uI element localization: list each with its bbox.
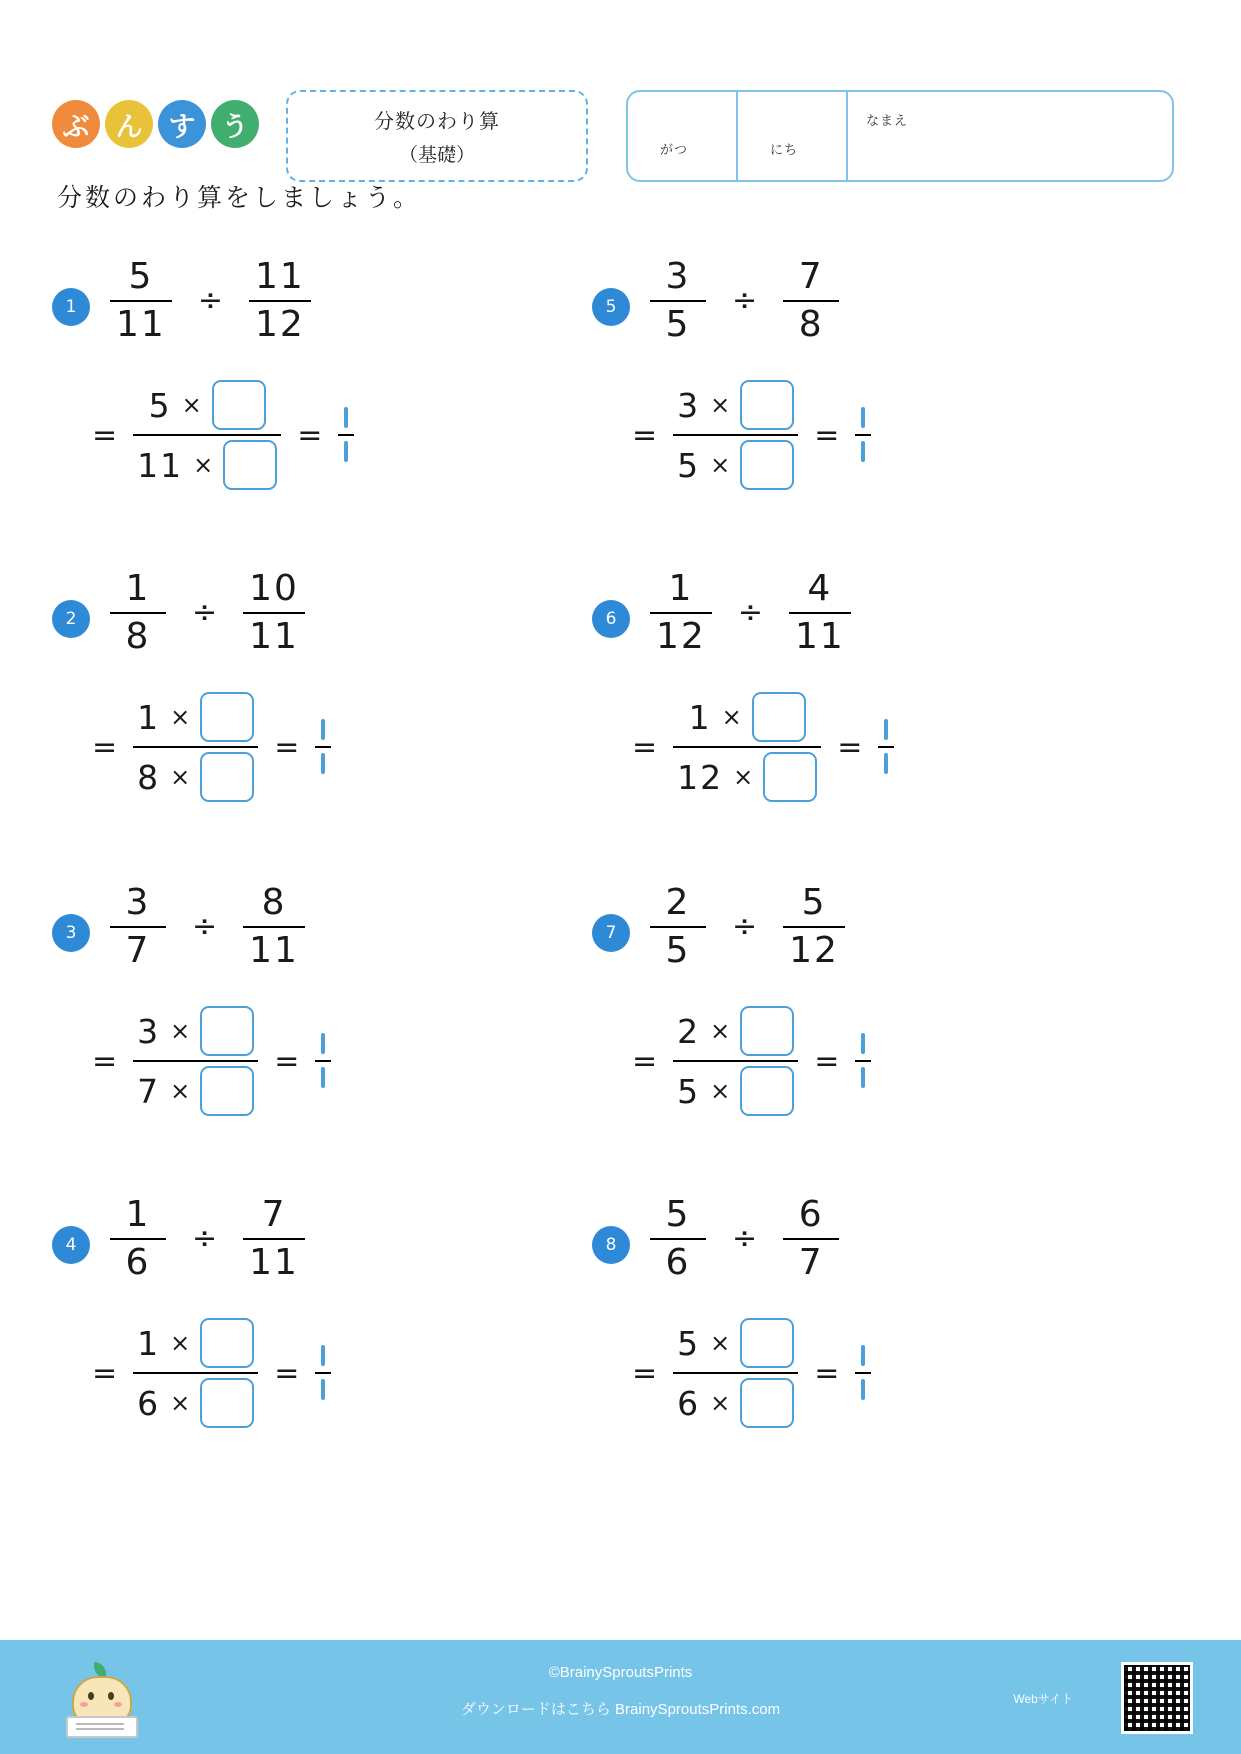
- fraction-bar: [783, 1238, 839, 1240]
- month-label: がつ: [660, 142, 689, 157]
- logo-char-0: ぶ: [52, 100, 100, 148]
- dividend-fraction: [650, 258, 706, 344]
- multiply-sign: ×: [710, 451, 731, 479]
- divisor-denominator: 7: [798, 1241, 824, 1283]
- work-fraction: [673, 1314, 798, 1432]
- result-denominator-slot: [855, 1378, 871, 1402]
- divisor-fraction: [249, 258, 311, 344]
- result-denominator-slot: [338, 440, 354, 464]
- division-operator: ÷: [192, 595, 218, 631]
- multiply-sign: ×: [170, 1389, 191, 1417]
- answer-box-denominator[interactable]: [740, 1066, 794, 1116]
- dividend-denominator: 8: [125, 615, 151, 657]
- answer-box-numerator[interactable]: [200, 1318, 254, 1368]
- equals-sign: =: [297, 417, 323, 453]
- answer-box-result-numerator[interactable]: [861, 1345, 865, 1366]
- fraction-bar: [650, 926, 706, 928]
- answer-box-result-denominator[interactable]: [861, 1067, 865, 1088]
- divisor-denominator: 12: [789, 929, 839, 971]
- worksheet-title: 分数のわり算: [374, 111, 500, 133]
- book-line-1: [76, 1723, 124, 1725]
- name-date-box: [626, 90, 1174, 182]
- fraction-bar: [315, 1372, 331, 1374]
- problem-answer-row: [92, 688, 331, 806]
- division-operator: ÷: [732, 909, 758, 945]
- answer-box-result-denominator[interactable]: [321, 1067, 325, 1088]
- problem-5: [592, 258, 1152, 548]
- result-numerator-slot: [855, 1032, 871, 1056]
- fraction-bar: [315, 746, 331, 748]
- dividend-denominator: 5: [665, 303, 691, 345]
- answer-box-denominator[interactable]: [200, 1378, 254, 1428]
- result-numerator-slot: [878, 718, 894, 742]
- month-field[interactable]: [628, 92, 738, 180]
- problem-expression: [110, 258, 311, 344]
- equals-sign: =: [814, 417, 840, 453]
- work-numerator-value: 3: [677, 385, 701, 425]
- answer-box-result-denominator[interactable]: [884, 753, 888, 774]
- work-denominator-value: 7: [137, 1071, 161, 1111]
- result-denominator-slot: [878, 752, 894, 776]
- answer-box-result-numerator[interactable]: [861, 1033, 865, 1054]
- answer-box-numerator[interactable]: [200, 1006, 254, 1056]
- answer-box-result-denominator[interactable]: [861, 441, 865, 462]
- answer-box-result-denominator[interactable]: [861, 1379, 865, 1400]
- problem-answer-row: [632, 688, 894, 806]
- dividend-fraction: [650, 884, 706, 970]
- equals-sign: =: [837, 729, 863, 765]
- work-numerator-value: 1: [688, 697, 712, 737]
- fraction-bar: [243, 926, 305, 928]
- equals-sign: =: [632, 729, 658, 765]
- fraction-bar: [315, 1060, 331, 1062]
- answer-box-result-numerator[interactable]: [321, 1345, 325, 1366]
- work-denominator-value: 5: [677, 445, 701, 485]
- dividend-denominator: 11: [116, 303, 166, 345]
- work-denominator-line: [133, 436, 281, 494]
- multiply-sign: ×: [733, 763, 754, 791]
- work-numerator-value: 5: [148, 385, 172, 425]
- work-denominator-line: [133, 1374, 258, 1432]
- dividend-denominator: 6: [125, 1241, 151, 1283]
- answer-box-numerator[interactable]: [752, 692, 806, 742]
- fraction-bar: [243, 1238, 305, 1240]
- multiply-sign: ×: [181, 391, 202, 419]
- work-denominator-value: 12: [677, 757, 724, 797]
- equals-sign: =: [92, 1355, 118, 1391]
- fraction-bar: [110, 1238, 166, 1240]
- divisor-fraction: [783, 1196, 839, 1282]
- problem-answer-row: [92, 376, 354, 494]
- work-denominator-value: 11: [137, 445, 184, 485]
- divisor-fraction: [243, 1196, 305, 1282]
- equals-sign: =: [814, 1355, 840, 1391]
- result-fraction: [338, 406, 354, 464]
- answer-box-result-numerator[interactable]: [321, 1033, 325, 1054]
- site-logo: [52, 100, 259, 148]
- problem-expression: [650, 258, 839, 344]
- work-denominator-value: 5: [677, 1071, 701, 1111]
- dividend-numerator: 1: [125, 1194, 151, 1235]
- fraction-bar: [783, 300, 839, 302]
- divisor-fraction: [789, 570, 851, 656]
- fraction-bar: [650, 612, 712, 614]
- work-numerator-line: [673, 688, 821, 746]
- result-fraction: [855, 1344, 871, 1402]
- dividend-numerator: 3: [125, 882, 151, 923]
- divisor-denominator: 11: [249, 1241, 299, 1283]
- result-numerator-slot: [855, 406, 871, 430]
- problem-number-badge: 6: [592, 600, 630, 638]
- multiply-sign: ×: [710, 1077, 731, 1105]
- result-numerator-slot: [315, 1032, 331, 1056]
- divisor-fraction: [783, 884, 845, 970]
- division-operator: ÷: [197, 283, 223, 319]
- day-label: にち: [770, 142, 799, 157]
- problem-answer-row: [92, 1002, 331, 1120]
- problem-expression: [650, 1196, 839, 1282]
- problem-7: [592, 884, 1152, 1174]
- dividend-fraction: [650, 1196, 706, 1282]
- fraction-bar: [249, 300, 311, 302]
- division-operator: ÷: [737, 595, 763, 631]
- multiply-sign: ×: [193, 451, 214, 479]
- answer-box-denominator[interactable]: [763, 752, 817, 802]
- multiply-sign: ×: [170, 703, 191, 731]
- problem-1: [52, 258, 612, 548]
- copyright-text: ©BrainySproutsPrints: [548, 1664, 693, 1681]
- problem-2: [52, 570, 612, 860]
- day-field[interactable]: [738, 92, 848, 180]
- problem-expression: [110, 884, 305, 970]
- result-fraction: [878, 718, 894, 776]
- logo-char-2: す: [158, 100, 206, 148]
- divisor-denominator: 8: [798, 303, 824, 345]
- work-numerator-value: 3: [137, 1011, 161, 1051]
- problem-number-badge: 2: [52, 600, 90, 638]
- dividend-denominator: 5: [665, 929, 691, 971]
- equals-sign: =: [92, 417, 118, 453]
- answer-box-result-numerator[interactable]: [344, 407, 348, 428]
- dividend-numerator: 1: [125, 568, 151, 609]
- website-label: Webサイト: [1013, 1692, 1073, 1706]
- result-denominator-slot: [315, 1378, 331, 1402]
- divisor-denominator: 11: [794, 615, 845, 657]
- divisor-numerator: 6: [798, 1194, 824, 1235]
- fraction-bar: [855, 434, 871, 436]
- result-fraction: [315, 1032, 331, 1090]
- result-numerator-slot: [315, 1344, 331, 1368]
- work-fraction: [673, 1002, 798, 1120]
- book-icon: [66, 1716, 138, 1738]
- work-denominator-line: [133, 1062, 258, 1120]
- result-numerator-slot: [315, 718, 331, 742]
- work-numerator-line: [133, 688, 258, 746]
- problem-expression: [650, 884, 845, 970]
- equals-sign: =: [274, 729, 300, 765]
- work-fraction: [133, 688, 258, 806]
- worksheet-subtitle: （基礎）: [398, 145, 475, 166]
- logo-char-3: う: [211, 100, 259, 148]
- work-fraction: [133, 1002, 258, 1120]
- multiply-sign: ×: [170, 1077, 191, 1105]
- work-numerator-line: [133, 1002, 258, 1060]
- divisor-numerator: 5: [801, 882, 827, 923]
- multiply-sign: ×: [170, 1017, 191, 1045]
- divisor-numerator: 10: [249, 568, 299, 609]
- divisor-denominator: 11: [249, 929, 299, 971]
- problem-3: [52, 884, 612, 1174]
- dividend-fraction: [110, 884, 166, 970]
- division-operator: ÷: [732, 283, 758, 319]
- answer-box-result-numerator[interactable]: [884, 719, 888, 740]
- fraction-bar: [789, 612, 851, 614]
- work-fraction: [673, 376, 798, 494]
- dividend-numerator: 1: [668, 568, 694, 609]
- problem-number-badge: 5: [592, 288, 630, 326]
- divisor-denominator: 11: [249, 615, 299, 657]
- multiply-sign: ×: [710, 1389, 731, 1417]
- multiply-sign: ×: [721, 703, 742, 731]
- equals-sign: =: [632, 1355, 658, 1391]
- problem-expression: [650, 570, 851, 656]
- result-fraction: [315, 718, 331, 776]
- problem-answer-row: [632, 1314, 871, 1432]
- result-denominator-slot: [855, 440, 871, 464]
- equals-sign: =: [632, 417, 658, 453]
- division-operator: ÷: [192, 909, 218, 945]
- dividend-denominator: 6: [665, 1241, 691, 1283]
- result-denominator-slot: [315, 1066, 331, 1090]
- answer-box-numerator[interactable]: [200, 692, 254, 742]
- divisor-numerator: 7: [261, 1194, 287, 1235]
- result-denominator-slot: [315, 752, 331, 776]
- answer-box-numerator[interactable]: [740, 1318, 794, 1368]
- result-fraction: [855, 1032, 871, 1090]
- dividend-numerator: 2: [665, 882, 691, 923]
- work-numerator-line: [673, 1002, 798, 1060]
- result-fraction: [315, 1344, 331, 1402]
- fraction-bar: [878, 746, 894, 748]
- equals-sign: =: [632, 1043, 658, 1079]
- work-numerator-line: [673, 1314, 798, 1372]
- problem-8: [592, 1196, 1152, 1486]
- logo-char-1: ん: [105, 100, 153, 148]
- work-numerator-line: [133, 1314, 258, 1372]
- work-numerator-value: 5: [677, 1323, 701, 1363]
- dividend-fraction: [650, 570, 712, 656]
- fraction-bar: [110, 612, 166, 614]
- work-denominator-value: 6: [677, 1383, 701, 1423]
- answer-box-numerator[interactable]: [740, 1006, 794, 1056]
- problem-expression: [110, 570, 305, 656]
- download-text: ダウンロードはこちら BrainySproutsPrints.com: [460, 1701, 781, 1718]
- answer-box-denominator[interactable]: [740, 440, 794, 490]
- equals-sign: =: [92, 729, 118, 765]
- divisor-fraction: [783, 258, 839, 344]
- problem-number-badge: 8: [592, 1226, 630, 1264]
- fraction-bar: [110, 300, 172, 302]
- dividend-fraction: [110, 1196, 166, 1282]
- fraction-bar: [243, 612, 305, 614]
- fraction-bar: [855, 1372, 871, 1374]
- problem-answer-row: [92, 1314, 331, 1432]
- work-denominator-line: [673, 436, 798, 494]
- divisor-numerator: 8: [261, 882, 287, 923]
- work-numerator-line: [133, 376, 281, 434]
- work-denominator-value: 6: [137, 1383, 161, 1423]
- division-operator: ÷: [732, 1221, 758, 1257]
- equals-sign: =: [274, 1043, 300, 1079]
- qr-code-icon[interactable]: [1121, 1662, 1193, 1734]
- work-fraction: [133, 1314, 258, 1432]
- work-denominator-line: [673, 1374, 798, 1432]
- answer-box-result-numerator[interactable]: [321, 719, 325, 740]
- problem-answer-row: [632, 1002, 871, 1120]
- divisor-denominator: 12: [254, 303, 305, 345]
- answer-box-numerator[interactable]: [212, 380, 266, 430]
- problem-number-badge: 4: [52, 1226, 90, 1264]
- book-line-2: [76, 1728, 124, 1730]
- problem-number-badge: 7: [592, 914, 630, 952]
- problem-6: [592, 570, 1152, 860]
- equals-sign: =: [814, 1043, 840, 1079]
- divisor-fraction: [243, 570, 305, 656]
- result-numerator-slot: [338, 406, 354, 430]
- answer-box-result-denominator[interactable]: [344, 441, 348, 462]
- equals-sign: =: [274, 1355, 300, 1391]
- divisor-numerator: 7: [798, 256, 824, 297]
- work-denominator-line: [673, 748, 821, 806]
- page-footer: [0, 1640, 1241, 1754]
- result-fraction: [855, 406, 871, 464]
- dividend-numerator: 3: [665, 256, 691, 297]
- work-numerator-value: 2: [677, 1011, 701, 1051]
- fraction-bar: [650, 1238, 706, 1240]
- answer-box-denominator[interactable]: [200, 752, 254, 802]
- work-numerator-line: [673, 376, 798, 434]
- answer-box-denominator[interactable]: [740, 1378, 794, 1428]
- answer-box-result-numerator[interactable]: [861, 407, 865, 428]
- fraction-bar: [855, 1060, 871, 1062]
- fraction-bar: [110, 926, 166, 928]
- name-label: なまえ: [866, 113, 909, 128]
- answer-box-denominator[interactable]: [200, 1066, 254, 1116]
- fraction-bar: [783, 926, 845, 928]
- dividend-fraction: [110, 570, 166, 656]
- problem-answer-row: [632, 376, 871, 494]
- work-denominator-line: [133, 748, 258, 806]
- multiply-sign: ×: [170, 763, 191, 791]
- dividend-fraction: [110, 258, 172, 344]
- dividend-numerator: 5: [665, 1194, 691, 1235]
- work-numerator-value: 1: [137, 697, 161, 737]
- answer-box-denominator[interactable]: [223, 440, 277, 490]
- work-denominator-value: 8: [137, 757, 161, 797]
- division-operator: ÷: [192, 1221, 218, 1257]
- answer-box-result-denominator[interactable]: [321, 1379, 325, 1400]
- worksheet-title-box: [286, 90, 588, 182]
- answer-box-numerator[interactable]: [740, 380, 794, 430]
- result-denominator-slot: [855, 1066, 871, 1090]
- name-field[interactable]: [848, 92, 1172, 180]
- divisor-numerator: 4: [807, 568, 833, 609]
- result-numerator-slot: [855, 1344, 871, 1368]
- work-fraction: [133, 376, 281, 494]
- divisor-fraction: [243, 884, 305, 970]
- dividend-numerator: 5: [128, 256, 154, 297]
- page-header: [0, 42, 1241, 166]
- problem-expression: [110, 1196, 305, 1282]
- problem-4: [52, 1196, 612, 1486]
- problem-number-badge: 3: [52, 914, 90, 952]
- equals-sign: =: [92, 1043, 118, 1079]
- answer-box-result-denominator[interactable]: [321, 753, 325, 774]
- multiply-sign: ×: [710, 391, 731, 419]
- divisor-numerator: 11: [254, 256, 305, 297]
- multiply-sign: ×: [710, 1329, 731, 1357]
- multiply-sign: ×: [170, 1329, 191, 1357]
- fraction-bar: [338, 434, 354, 436]
- problem-number-badge: 1: [52, 288, 90, 326]
- multiply-sign: ×: [710, 1017, 731, 1045]
- dividend-denominator: 7: [125, 929, 151, 971]
- dividend-denominator: 12: [656, 615, 706, 657]
- work-numerator-value: 1: [137, 1323, 161, 1363]
- work-denominator-line: [673, 1062, 798, 1120]
- fraction-bar: [650, 300, 706, 302]
- work-fraction: [673, 688, 821, 806]
- instruction-text: 分数のわり算をしましょう。: [57, 184, 422, 212]
